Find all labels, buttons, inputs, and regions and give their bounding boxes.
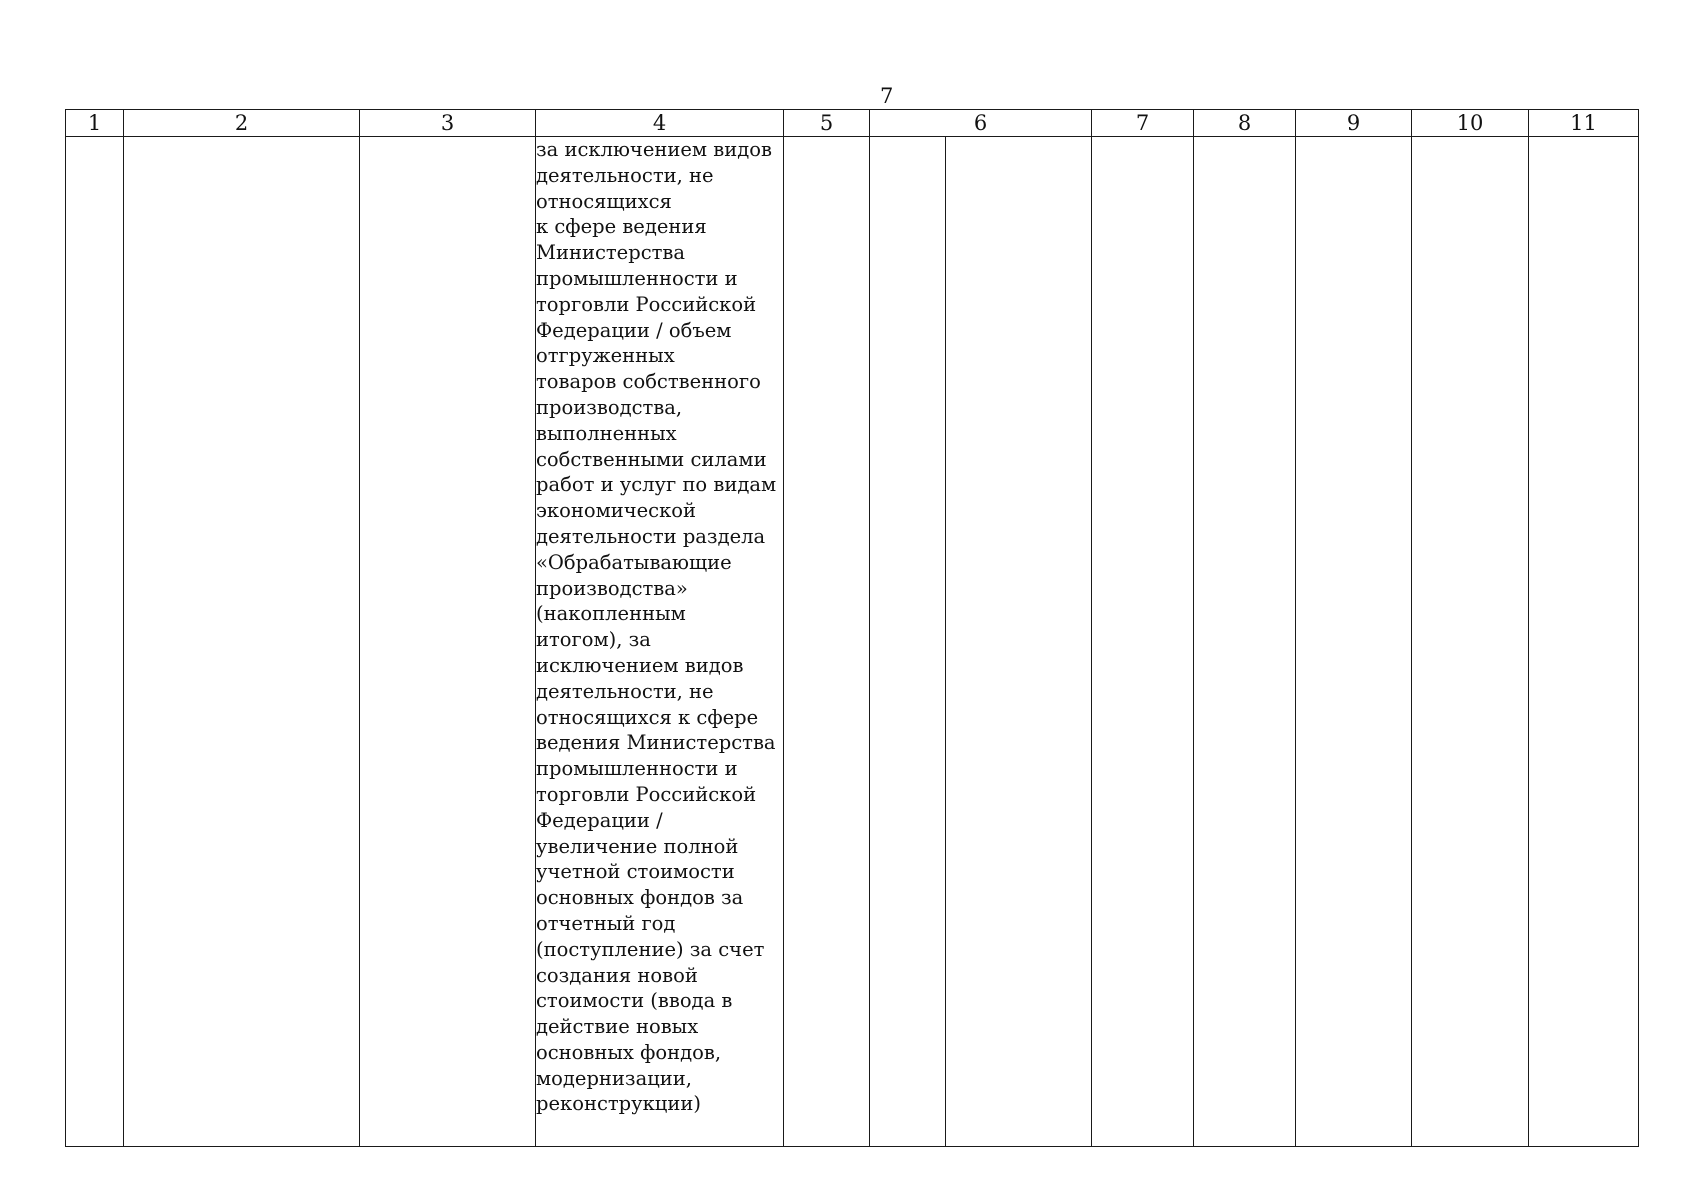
cell-col-7: [1092, 137, 1194, 1147]
cell-col-2: [124, 137, 360, 1147]
text-line: исключением видов: [536, 653, 744, 677]
cell-col-4: [536, 137, 784, 1147]
data-table: [65, 109, 1639, 1147]
text-line: производства»: [536, 576, 688, 600]
cell-col-11: [1529, 137, 1639, 1147]
text-line: выполненных: [536, 421, 677, 445]
header-col-3: 3: [360, 110, 536, 137]
text-line: действие новых: [536, 1015, 699, 1039]
text-line: Министерства: [536, 241, 686, 265]
text-line: увеличение полной: [536, 834, 739, 858]
text-line: итогом), за: [536, 628, 651, 652]
text-line: относящихся: [536, 189, 672, 213]
cell-col-3: [360, 137, 536, 1147]
cell-col-9: [1296, 137, 1412, 1147]
cell-col-6a: [870, 137, 946, 1147]
text-line: основных фондов за: [536, 886, 744, 910]
text-line: стоимости (ввода в: [536, 989, 733, 1013]
text-line: торговли Российской: [536, 782, 757, 806]
text-line: промышленности и: [536, 757, 738, 781]
header-col-10: 10: [1412, 110, 1529, 137]
text-line: торговли Российской: [536, 292, 757, 316]
text-line: учетной стоимости: [536, 860, 735, 884]
text-line: модернизации,: [536, 1066, 692, 1090]
header-col-9: 9: [1296, 110, 1412, 137]
text-line: товаров собственного: [536, 370, 761, 394]
text-line: работ и услуг по видам: [536, 473, 777, 497]
text-line: деятельности, не: [536, 679, 714, 703]
text-line: относящихся к сфере: [536, 705, 759, 729]
text-line: Федерации /: [536, 808, 663, 832]
text-line: (поступление) за счет: [536, 937, 765, 961]
header-col-1: 1: [66, 110, 124, 137]
cell-col-6b: [946, 137, 1092, 1147]
text-line: отгруженных: [536, 344, 675, 368]
text-line: (накопленным: [536, 602, 686, 626]
cell-col-8: [1194, 137, 1296, 1147]
text-line: деятельности раздела: [536, 524, 766, 548]
text-line: собственными силами: [536, 447, 767, 471]
cell-col-1: [66, 137, 124, 1147]
text-line: ведения Министерства: [536, 731, 776, 755]
header-col-6: 6: [870, 110, 1092, 137]
text-line: производства,: [536, 395, 683, 419]
table-row: [66, 137, 1639, 1147]
header-col-11: 11: [1529, 110, 1639, 137]
text-line: «Обрабатывающие: [536, 550, 732, 574]
page-number: 7: [880, 84, 894, 108]
text-line: отчетный год: [536, 911, 676, 935]
text-line: основных фондов,: [536, 1040, 722, 1064]
text-line: промышленности и: [536, 266, 738, 290]
text-line: Федерации / объем: [536, 318, 732, 342]
header-col-5: 5: [784, 110, 870, 137]
cell-col-10: [1412, 137, 1529, 1147]
header-col-7: 7: [1092, 110, 1194, 137]
text-line: реконструкции): [536, 1092, 701, 1116]
text-line: за исключением видов: [536, 138, 772, 161]
header-col-8: 8: [1194, 110, 1296, 137]
header-col-4: 4: [536, 110, 784, 137]
text-line: к сфере ведения: [536, 215, 707, 239]
header-row: [66, 110, 1639, 137]
header-col-2: 2: [124, 110, 360, 137]
text-line: создания новой: [536, 963, 698, 987]
text-line: деятельности, не: [536, 163, 714, 187]
cell-col-5: [784, 137, 870, 1147]
text-line: экономической: [536, 499, 697, 523]
